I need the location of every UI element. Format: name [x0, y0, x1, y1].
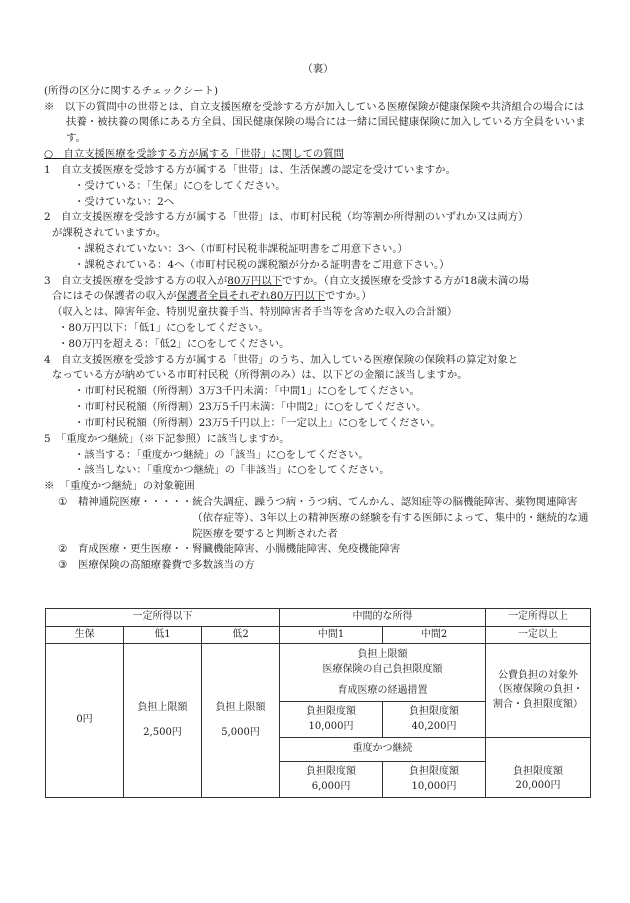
low2-label: 負担上限額 [215, 702, 266, 713]
q2-option-taxed: ・課税されている：4へ（市町村民税の課税額が分かる証明書をご用意下さい。） [74, 258, 450, 271]
col-mid1: 中間1 [280, 626, 383, 644]
limit-label: 負担限度額 [306, 706, 357, 717]
scope-item-number: ① [58, 495, 68, 508]
page-title: （裏） [302, 63, 334, 75]
household-note [44, 100, 592, 147]
col-seiho: 生保 [46, 626, 124, 644]
question-1: 1 自立支援医療を受診する方が属する「世帯」は、生活保護の認定を受けていますか。 [44, 163, 456, 176]
check-sheet [44, 62, 592, 574]
q3-text-a: 3 自立支援医療を受診する方の収入が [44, 274, 228, 287]
scope-item [44, 558, 592, 574]
upper-line1: 公費負担の対象外 [498, 669, 579, 681]
scope-item-label: 医療保険の高額療養費で多数該当の方 [78, 559, 255, 572]
col-low2: 低2 [202, 626, 280, 644]
scope-item-label: 精神通院医療・・・・・ [78, 495, 193, 508]
note-text: 以下の質問中の世帯とは、自立支援医療を受診する方が加入している医療保険が健康保険や共済組合の場合には扶養・被扶養の関係にある方全員、国民健康保険の場合には一緒に国民健康保険に加入している方全員をいいます。 [64, 100, 586, 145]
table-column-row [46, 626, 591, 644]
scope-item-number: ③ [58, 559, 68, 572]
q3-text-f: ですか。） [325, 290, 372, 303]
mid1-ikusei-amount: 10,000円 [308, 720, 354, 732]
mid1-ikusei [280, 702, 383, 738]
q3-text-d: 合にはその保護者の収入が [52, 290, 177, 303]
question-2-line2: が課税されていますか。 [52, 227, 167, 240]
group-high-income: 一定所得以上 [486, 609, 591, 627]
juudo-mid2-amount: 10,000円 [411, 780, 457, 792]
sheet-subtitle: (所得の区分に関するチェックシート) [44, 84, 219, 97]
q4-option-mid1: ・市町村民税額（所得割）3万3千円未満：「中間1」に○をしてください。 [74, 385, 420, 398]
question-4-line2: なっている方が納めている市町村民税（所得割のみ）は、以下どの金額に該当しますか。 [52, 369, 468, 382]
limit-label: 負担限度額 [409, 766, 460, 777]
limit-label: 負担限度額 [409, 706, 460, 717]
upper-line3: 割合・負担限度額） [493, 698, 584, 710]
note-mark: ※ [44, 100, 55, 113]
upper-line2: （医療保険の負担・ [493, 684, 584, 696]
juudo-mid1 [280, 762, 383, 798]
mid-cap-label: 負担上限額 [357, 649, 408, 661]
q1-option-yes: ・受けている：「生保」に○をしてください。 [74, 179, 286, 192]
table-group-row [46, 609, 591, 627]
q3-option-under: ・80万円以下：「低1」に○をしてください。 [58, 322, 269, 334]
mid-cap-cell [280, 644, 486, 682]
limit-label: 負担限度額 [513, 765, 564, 777]
scope-item-description: 腎臓機能障害、小腸機能障害、免疫機能障害 [192, 543, 401, 556]
question-3-line2 [44, 289, 592, 305]
scope-item [44, 495, 592, 542]
group-low-income: 一定所得以下 [46, 609, 280, 627]
scope-item-label: 育成医療・更生医療・・ [78, 543, 193, 556]
group-middle-income: 中間的な所得 [280, 609, 486, 627]
juudo-upper-amount: 20,000円 [515, 780, 561, 792]
q4-option-upper: ・市町村民税額（所得割）23万5千円以上：「一定以上」に○をしてください。 [74, 416, 441, 429]
section-heading: ○ 自立支援医療を受診する方が属する「世帯」に関しての質問 [44, 148, 345, 161]
q3-text-c: ですか。（自立支援医療を受診する方が18歳未満の場 [282, 274, 530, 287]
question-5: 5 「重度かつ継続」（※下記参照）に該当しますか。 [44, 432, 290, 445]
table-row [46, 644, 591, 682]
col-low1: 低1 [124, 626, 202, 644]
low1-cell [124, 644, 202, 798]
q3-option-over: ・80万円を超える：「低2」に○をしてください。 [58, 337, 290, 350]
low2-cell [202, 644, 280, 798]
question-2-line1: 2 自立支援医療を受診する方が属する「世帯」は、市町村民税（均等割か所得割のいずれか又は両方） [44, 211, 529, 224]
q5-option-no: ・該当しない：「重度かつ継続」の「非該当」に○をしてください。 [74, 464, 390, 477]
ikusei-heading: 育成医療の経過措置 [280, 682, 486, 702]
scope-item-number: ② [58, 543, 68, 556]
juudo-mid1-amount: 6,000円 [311, 780, 351, 792]
col-mid2: 中間2 [383, 626, 486, 644]
income-category-table [45, 608, 591, 798]
mid-cap-detail: 医療保険の自己負担限度額 [322, 663, 443, 675]
limit-label: 負担限度額 [306, 766, 357, 777]
q5-option-yes: ・該当する：「重度かつ継続」の「該当」に○をしてください。 [74, 448, 369, 461]
scope-item-description: 統合失調症、躁うつ病・うつ病、てんかん、認知症等の脳機能障害、薬物関連障害（依存症等）、3年以上の精神医療の経験を有する医師によって、集中的・継続的な通院医療を要すると判断された者 [192, 495, 589, 540]
juudo-mid2 [383, 762, 486, 798]
mid2-ikusei [383, 702, 486, 738]
scope-heading: ※ 「重度かつ継続」の対象範囲 [44, 480, 195, 493]
q3-underline-guardians: 保護者全員それぞれ80万円以下 [176, 290, 325, 303]
juudo-heading: 重度かつ継続 [280, 738, 486, 762]
q3-underline-80man: 80万円以下 [227, 274, 283, 287]
question-3-line1 [44, 274, 592, 290]
q2-option-not-taxed: ・課税されていない：3へ（市町村民税非課税証明書をご用意下さい。） [74, 242, 408, 255]
mid2-ikusei-amount: 40,200円 [411, 720, 457, 732]
question-4-line1: 4 自立支援医療を受診する方が属する「世帯」のうち、加入している医療保険の保険料の算定対象と [44, 353, 519, 366]
seiho-amount: 0円 [46, 644, 124, 798]
low1-amount: 2,500円 [143, 726, 182, 738]
q3-income-note: （収入とは、障害年金、特別児童扶養手当、特別障害者手当等を含めた収入の合計額） [52, 306, 458, 319]
col-upper: 一定以上 [486, 626, 591, 644]
low2-amount: 5,000円 [221, 726, 260, 738]
juudo-upper [486, 762, 591, 798]
scope-item [44, 542, 592, 558]
low1-label: 負担上限額 [137, 702, 188, 713]
q1-option-no: ・受けていない：2へ [74, 195, 175, 208]
q4-option-mid2: ・市町村民税額（所得割）23万5千円未満：「中間2」に○をしてください。 [74, 401, 427, 414]
upper-cell [486, 644, 591, 738]
upper-blank [486, 738, 591, 762]
